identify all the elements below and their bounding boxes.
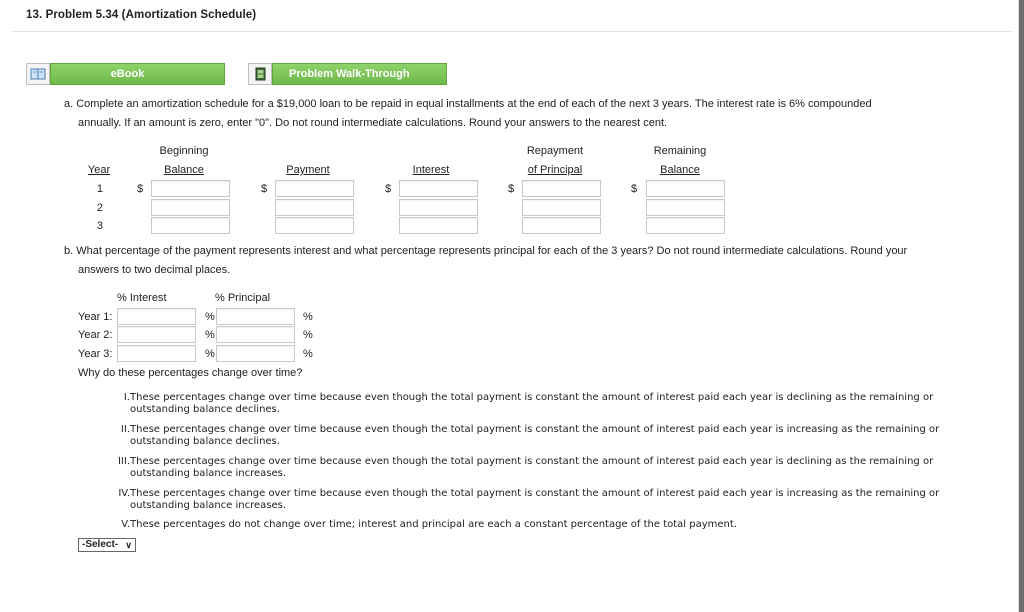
year-1-row-label: Year 1: [78, 311, 113, 323]
beginning-balance-input-2[interactable] [151, 199, 230, 216]
part-a-line-1: a. Complete an amortization schedule for a $19,000 loan to be repaid in equal installments at the end of each of the next 3 years. The interest rate is 6% compounded [64, 98, 872, 110]
option-number: IV. [118, 488, 130, 499]
percent-sign: % [205, 329, 215, 341]
payment-input-1[interactable] [275, 180, 354, 197]
principal-input-3[interactable] [522, 217, 601, 234]
header-repayment-top: Repayment [526, 145, 584, 157]
payment-input-2[interactable] [275, 199, 354, 216]
part-a-instructions [64, 95, 1004, 133]
window-edge [1019, 0, 1024, 612]
header-repayment-bottom: of Principal [527, 164, 583, 176]
currency-sign: $ [508, 183, 515, 195]
year-2-row-label: Year 2: [78, 329, 113, 341]
problem-walkthrough-button[interactable] [248, 63, 447, 85]
pct-interest-header: % Interest [117, 292, 167, 304]
header-remaining-bottom: Balance [660, 164, 700, 176]
remaining-balance-input-2[interactable] [646, 199, 725, 216]
pct-principal-input-1[interactable] [216, 308, 295, 325]
header-year: Year [87, 164, 111, 176]
pct-principal-input-2[interactable] [216, 326, 295, 343]
remaining-balance-input-3[interactable] [646, 217, 725, 234]
pct-principal-header: % Principal [215, 292, 271, 304]
option-text-line-1: These percentages change over time because even though the total payment is constant the amount of interest paid each year is declining as the remaining or [130, 456, 934, 467]
ebook-button-label: eBook [50, 63, 225, 85]
title-divider [12, 31, 1012, 32]
interest-input-2[interactable] [399, 199, 478, 216]
beginning-balance-input-1[interactable] [151, 180, 230, 197]
percent-sign: % [205, 311, 215, 323]
book-icon [26, 63, 50, 85]
walkthrough-button-label: Problem Walk-Through [272, 63, 447, 85]
principal-input-2[interactable] [522, 199, 601, 216]
option-text-line-1: These percentages change over time because even though the total payment is constant the amount of interest paid each year is increasing as the remaining or [130, 488, 940, 499]
option-number: II. [120, 424, 130, 435]
interest-input-3[interactable] [399, 217, 478, 234]
header-beginning-bottom: Balance [164, 164, 204, 176]
answer-select[interactable] [78, 538, 136, 552]
pct-principal-input-3[interactable] [216, 345, 295, 362]
beginning-balance-input-3[interactable] [151, 217, 230, 234]
option-number: III. [117, 456, 130, 467]
year-3-row-label: Year 3: [78, 348, 113, 360]
chevron-down-icon: ∨ [125, 540, 132, 550]
header-beginning-top: Beginning [159, 145, 209, 157]
year-3-label: 3 [96, 220, 103, 232]
currency-sign: $ [385, 183, 392, 195]
principal-input-1[interactable] [522, 180, 601, 197]
option-text-line-1: These percentages do not change over time; interest and principal are each a constant percentage of the total payment. [130, 519, 737, 530]
option-text-line-1: These percentages change over time because even though the total payment is constant the amount of interest paid each year is declining as the remaining or [130, 392, 934, 403]
currency-sign: $ [261, 183, 268, 195]
pct-interest-input-2[interactable] [117, 326, 196, 343]
header-remaining-top: Remaining [653, 145, 707, 157]
part-b-line-2: answers to two decimal places. [78, 264, 231, 276]
percent-sign: % [205, 348, 215, 360]
ebook-button[interactable] [26, 63, 225, 85]
option-text-line-1: These percentages change over time because even though the total payment is constant the amount of interest paid each year is increasing as the remaining or [130, 424, 940, 435]
film-icon [248, 63, 272, 85]
remaining-balance-input-1[interactable] [646, 180, 725, 197]
pct-interest-input-3[interactable] [117, 345, 196, 362]
option-text-line-2: outstanding balance increases. [130, 468, 287, 479]
pct-interest-input-1[interactable] [117, 308, 196, 325]
header-interest: Interest [412, 164, 450, 176]
payment-input-3[interactable] [275, 217, 354, 234]
percent-sign: % [303, 311, 313, 323]
header-payment: Payment [286, 164, 330, 176]
part-b-line-1: b. What percentage of the payment represents interest and what percentage represents principal for each of the 3 years? Do not round intermediate calculations. Round your [64, 245, 908, 257]
option-number: I. [123, 392, 130, 403]
option-text-line-2: outstanding balance increases. [130, 500, 287, 511]
problem-title: 13. Problem 5.34 (Amortization Schedule) [26, 9, 257, 21]
year-2-label: 2 [96, 202, 103, 214]
part-b-instructions [64, 242, 1004, 280]
currency-sign: $ [137, 183, 144, 195]
why-question: Why do these percentages change over time? [78, 367, 303, 379]
interest-input-1[interactable] [399, 180, 478, 197]
option-number: V. [121, 519, 130, 530]
part-a-line-2: annually. If an amount is zero, enter "0". Do not round intermediate calculations. Round your answers to the nearest cent. [78, 117, 668, 129]
option-text-line-2: outstanding balance declines. [130, 404, 280, 415]
select-value: -Select- [82, 539, 119, 550]
percent-sign: % [303, 348, 313, 360]
currency-sign: $ [631, 183, 638, 195]
year-1-label: 1 [96, 183, 103, 195]
percent-sign: % [303, 329, 313, 341]
option-text-line-2: outstanding balance declines. [130, 436, 280, 447]
